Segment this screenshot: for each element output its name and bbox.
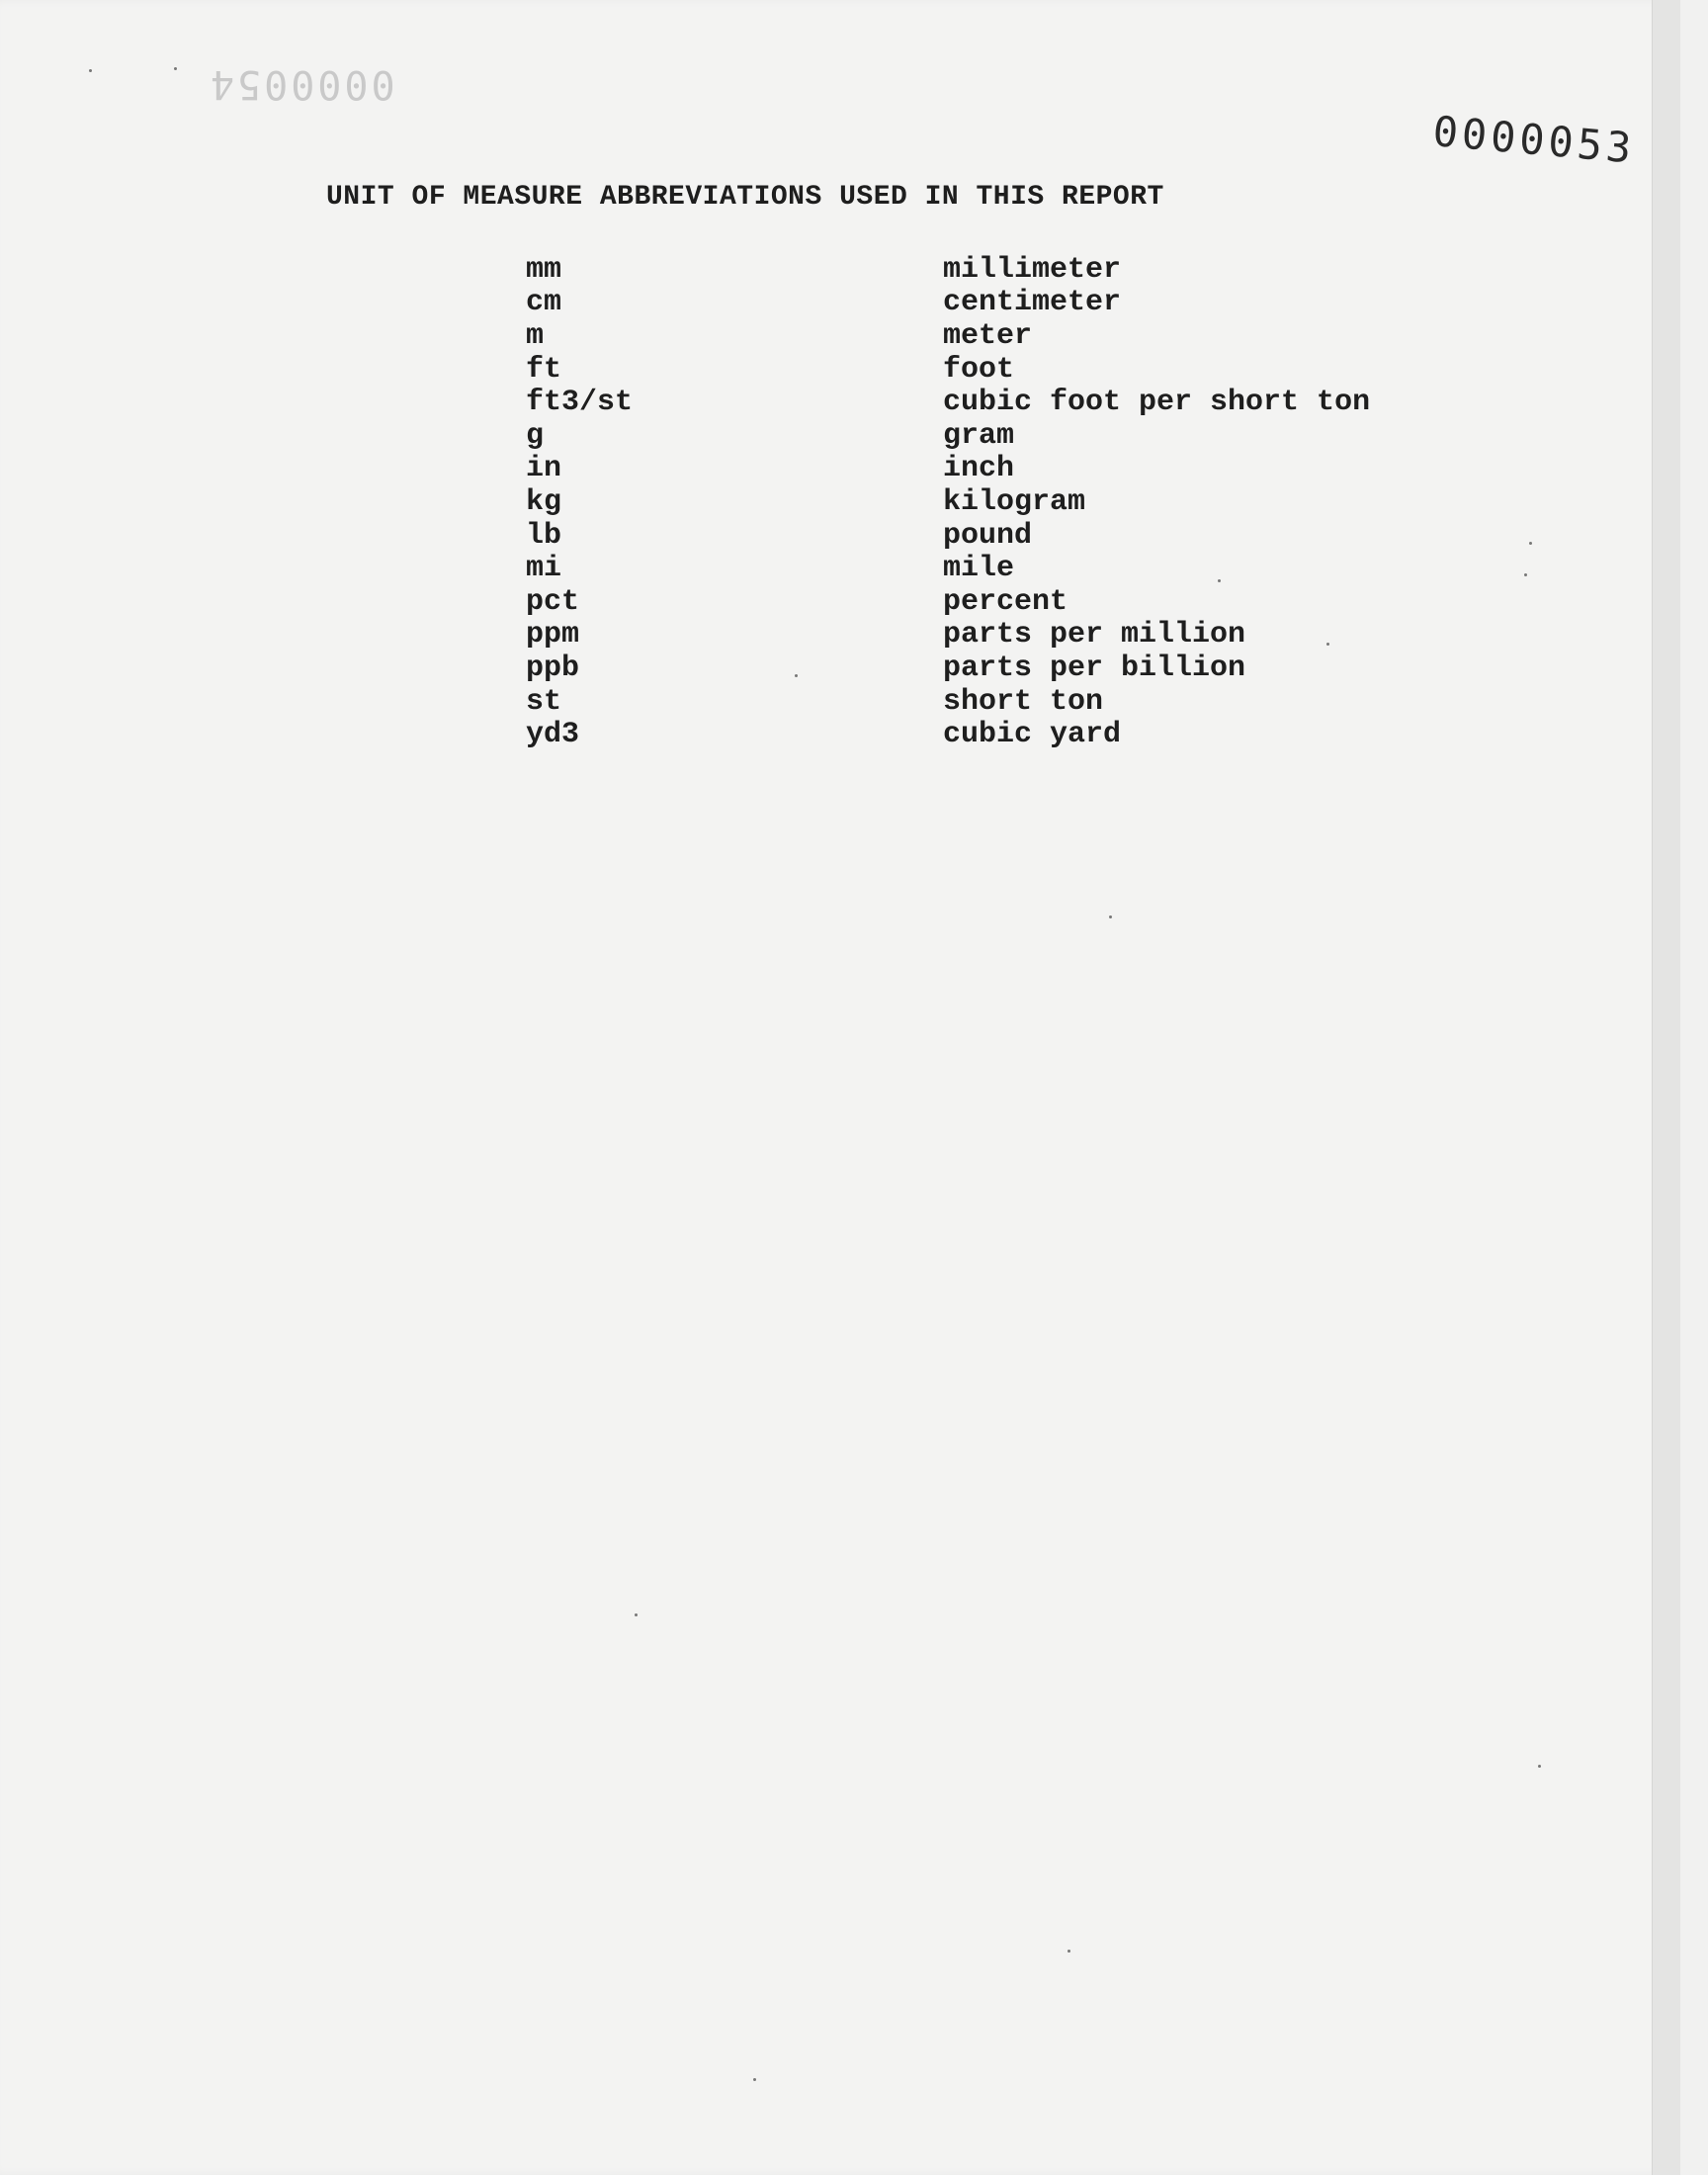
abbreviation-meaning: gram — [943, 418, 1015, 453]
abbreviation-meaning: centimeter — [943, 286, 1122, 320]
scan-speck — [1524, 573, 1527, 576]
scan-page-edge — [1652, 0, 1680, 2175]
abbreviation-meaning: pound — [943, 518, 1033, 553]
abbreviation-meaning: cubic yard — [943, 718, 1122, 752]
abbreviation-code: st — [526, 684, 562, 719]
abbreviation-list — [526, 253, 1370, 751]
abbreviation-row — [526, 718, 1370, 751]
abbreviation-code: mm — [526, 252, 562, 287]
abbreviation-row — [526, 619, 1370, 652]
abbreviation-code: g — [526, 418, 545, 453]
abbreviation-row — [526, 685, 1370, 719]
abbreviation-code: kg — [526, 484, 562, 519]
scan-speck — [1218, 579, 1221, 582]
scan-speck — [1529, 542, 1532, 545]
abbreviation-code: mi — [526, 552, 562, 586]
abbreviation-row — [526, 519, 1370, 553]
abbreviation-row — [526, 287, 1370, 320]
faded-bates-stamp: 0000054 — [208, 61, 395, 107]
page-title: UNIT OF MEASURE ABBREVIATIONS USED IN THIS REPORT — [326, 182, 1164, 213]
abbreviation-meaning: inch — [943, 452, 1015, 486]
scan-speck — [1326, 643, 1329, 646]
abbreviation-row — [526, 319, 1370, 353]
abbreviation-meaning: percent — [943, 584, 1068, 619]
abbreviation-meaning: meter — [943, 318, 1033, 353]
abbreviation-code: yd3 — [526, 718, 580, 752]
abbreviation-meaning: parts per billion — [943, 651, 1246, 685]
abbreviation-row — [526, 652, 1370, 685]
abbreviation-code: ft — [526, 352, 562, 387]
scan-speck — [1538, 1765, 1541, 1768]
abbreviation-code: ppm — [526, 618, 580, 652]
abbreviation-code: ppb — [526, 651, 580, 685]
abbreviation-meaning: mile — [943, 552, 1015, 586]
scan-speck — [1109, 915, 1112, 918]
bates-page-stamp: 0000053 — [1430, 107, 1638, 173]
scan-speck — [1068, 1950, 1070, 1953]
abbreviation-row — [526, 585, 1370, 619]
scan-speck — [89, 69, 92, 72]
abbreviation-code: m — [526, 318, 545, 353]
abbreviation-row — [526, 419, 1370, 453]
abbreviation-code: cm — [526, 286, 562, 320]
abbreviation-row — [526, 353, 1370, 387]
abbreviation-row — [526, 386, 1370, 419]
scan-speck — [795, 674, 798, 677]
abbreviation-meaning: parts per million — [943, 618, 1246, 652]
scan-speck — [174, 67, 177, 70]
scan-speck — [753, 2078, 756, 2081]
abbreviation-meaning: short ton — [943, 684, 1104, 719]
scan-speck — [635, 1613, 638, 1616]
abbreviation-code: ft3/st — [526, 386, 634, 420]
abbreviation-meaning: foot — [943, 352, 1015, 387]
abbreviation-code: lb — [526, 518, 562, 553]
abbreviation-row — [526, 485, 1370, 519]
abbreviation-meaning: cubic foot per short ton — [943, 386, 1371, 420]
abbreviation-code: in — [526, 452, 562, 486]
abbreviation-row — [526, 552, 1370, 585]
abbreviation-meaning: kilogram — [943, 484, 1086, 519]
abbreviation-row — [526, 253, 1370, 287]
abbreviation-code: pct — [526, 584, 580, 619]
abbreviation-row — [526, 453, 1370, 486]
abbreviation-meaning: millimeter — [943, 252, 1122, 287]
